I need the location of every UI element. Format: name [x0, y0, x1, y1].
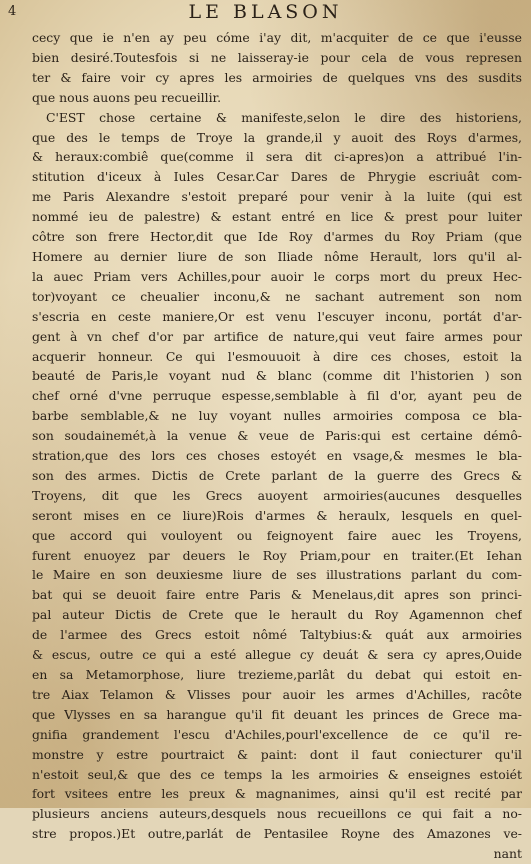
- text-line: le Maire en son deuxiesme liure de ses illustrations parlant du com-: [32, 567, 522, 583]
- text-line: que Vlysses en sa harangue qu'il fit deuant les princes de Grece ma-: [32, 706, 522, 722]
- catchword: nant: [493, 846, 522, 862]
- text-line: bat qui se deuoit faire entre Paris & Menelaus,dit apres son princi-: [32, 587, 522, 603]
- body-text: [32, 28, 522, 864]
- text-line: Homere au dernier liure de son Iliade nôme Herault, lors qu'il al-: [32, 248, 522, 264]
- text-line: stitution d'iceux à Iules Cesar.Car Dares de Phrygie escriuât com-: [32, 169, 522, 185]
- text-line: & heraux:combiê que(comme il sera dit ci-apres)on a attribué l'in-: [32, 149, 522, 165]
- text-line: la auec Priam vers Achilles,pour auoir le corps mort du preux Hec-: [32, 268, 522, 284]
- text-line: chef orné d'vne perruque espesse,semblable à fil d'or, ayant peu de: [32, 388, 522, 404]
- text-line: acquerir honneur. Ce qui l'esmouuoit à dire ces choses, estoit la: [32, 348, 522, 364]
- page-number: 4: [8, 4, 17, 19]
- text-line: que nous auons peu recueillir.: [32, 89, 222, 105]
- text-line: beauté de Paris,le voyant nud & blanc (comme dit l'historien ) son: [32, 368, 522, 384]
- text-line: bien desiré.Toutesfois si ne laisseray-ie pour cela de vous represen: [32, 49, 522, 65]
- text-line: son des armes. Dictis de Crete parlant de la guerre des Grecs &: [32, 467, 522, 483]
- text-line: gnifia grandement l'escu d'Achiles,pourl'excellence de ce qu'il re-: [32, 726, 522, 742]
- text-line: plusieurs anciens auteurs,desquels nous recueillons ce qui fait a no-: [32, 806, 522, 822]
- text-line: cecy que ie n'en ay peu cóme i'ay dit, m'acquiter de ce que i'eusse: [32, 30, 522, 45]
- text-line: monstre y estre pourtraict & paint: dont il faut coniecturer qu'il: [32, 746, 522, 762]
- text-line: son soudainemét,à la venue & veue de Paris:qui est certaine démô-: [32, 428, 522, 444]
- text-line: stre propos.)Et outre,parlát de Pentasilee Royne des Amazones ve-: [32, 826, 522, 842]
- text-line: stration,que des lors ces choses estoyét en vsage,& mesmes le bla-: [32, 448, 522, 464]
- text-line: en sa Metamorphose, liure trezieme,parlât du debat qui estoit en-: [32, 667, 522, 682]
- text-line: fort vsitees entre les preux & magnanimes, ainsi qu'il est recité par: [32, 786, 522, 802]
- text-line: Troyens, dit que les Grecs auoyent armoiries(aucunes desquelles: [32, 487, 522, 503]
- text-line: s'escria en ceste maniere,Or est venu l'escuyer inconu, portát d'ar-: [32, 308, 522, 324]
- text-line: me Paris Alexandre s'estoit preparé pour venir à la luite (qui est: [32, 189, 522, 205]
- text-line: de l'armee des Grecs estoit nômé Taltybius:& quát aux armoiries: [32, 627, 522, 643]
- text-line: tor)voyant ce cheualier inconu,& ne sachant autrement son nom: [32, 288, 522, 304]
- page-header: [0, 0, 531, 26]
- text-line: que accord qui vouloyent ou feignoyent faire auec les Troyens,: [32, 527, 522, 543]
- text-line: seront mises en ce liure)Rois d'armes & heraulx, lesquels en quel-: [32, 507, 522, 523]
- text-line: tre Aiax Telamon & Vlisses pour auoir les armes d'Achilles, racôte: [32, 686, 522, 702]
- text-line: pal auteur Dictis de Crete que le herault du Roy Agamennon chef: [32, 607, 522, 623]
- text-line: côtre son frere Hector,dit que Ide Roy d'armes du Roy Priam (que: [32, 229, 522, 245]
- text-line: C'EST chose certaine & manifeste,selon le dire des historiens,: [46, 109, 522, 125]
- text-line: barbe semblable,& ne luy voyant nulles armoiries composa ce bla-: [32, 408, 522, 424]
- text-line: n'estoit seul,& que des ce temps la les armoiries & enseignes estoiét: [32, 766, 522, 782]
- running-head: LE BLASON: [188, 1, 343, 23]
- text-line: ter & faire voir cy apres les armoiries de quelques vns des susdits: [32, 69, 522, 85]
- text-line: & escus, outre ce qui a esté allegue cy deuát & sera cy apres,Ouide: [32, 647, 522, 663]
- text-line: que des le temps de Troye la grande,il y auoit des Roys d'armes,: [32, 129, 522, 145]
- text-line: gent à vn chef d'or par artifice de nature,qui veut faire armes pour: [32, 328, 522, 344]
- text-line: nommé ieu de palestre) & estant entré en lice & prest pour luiter: [32, 209, 522, 225]
- text-line: furent enuoyez par deuers le Roy Priam,pour en traiter.(Et Iehan: [32, 547, 522, 563]
